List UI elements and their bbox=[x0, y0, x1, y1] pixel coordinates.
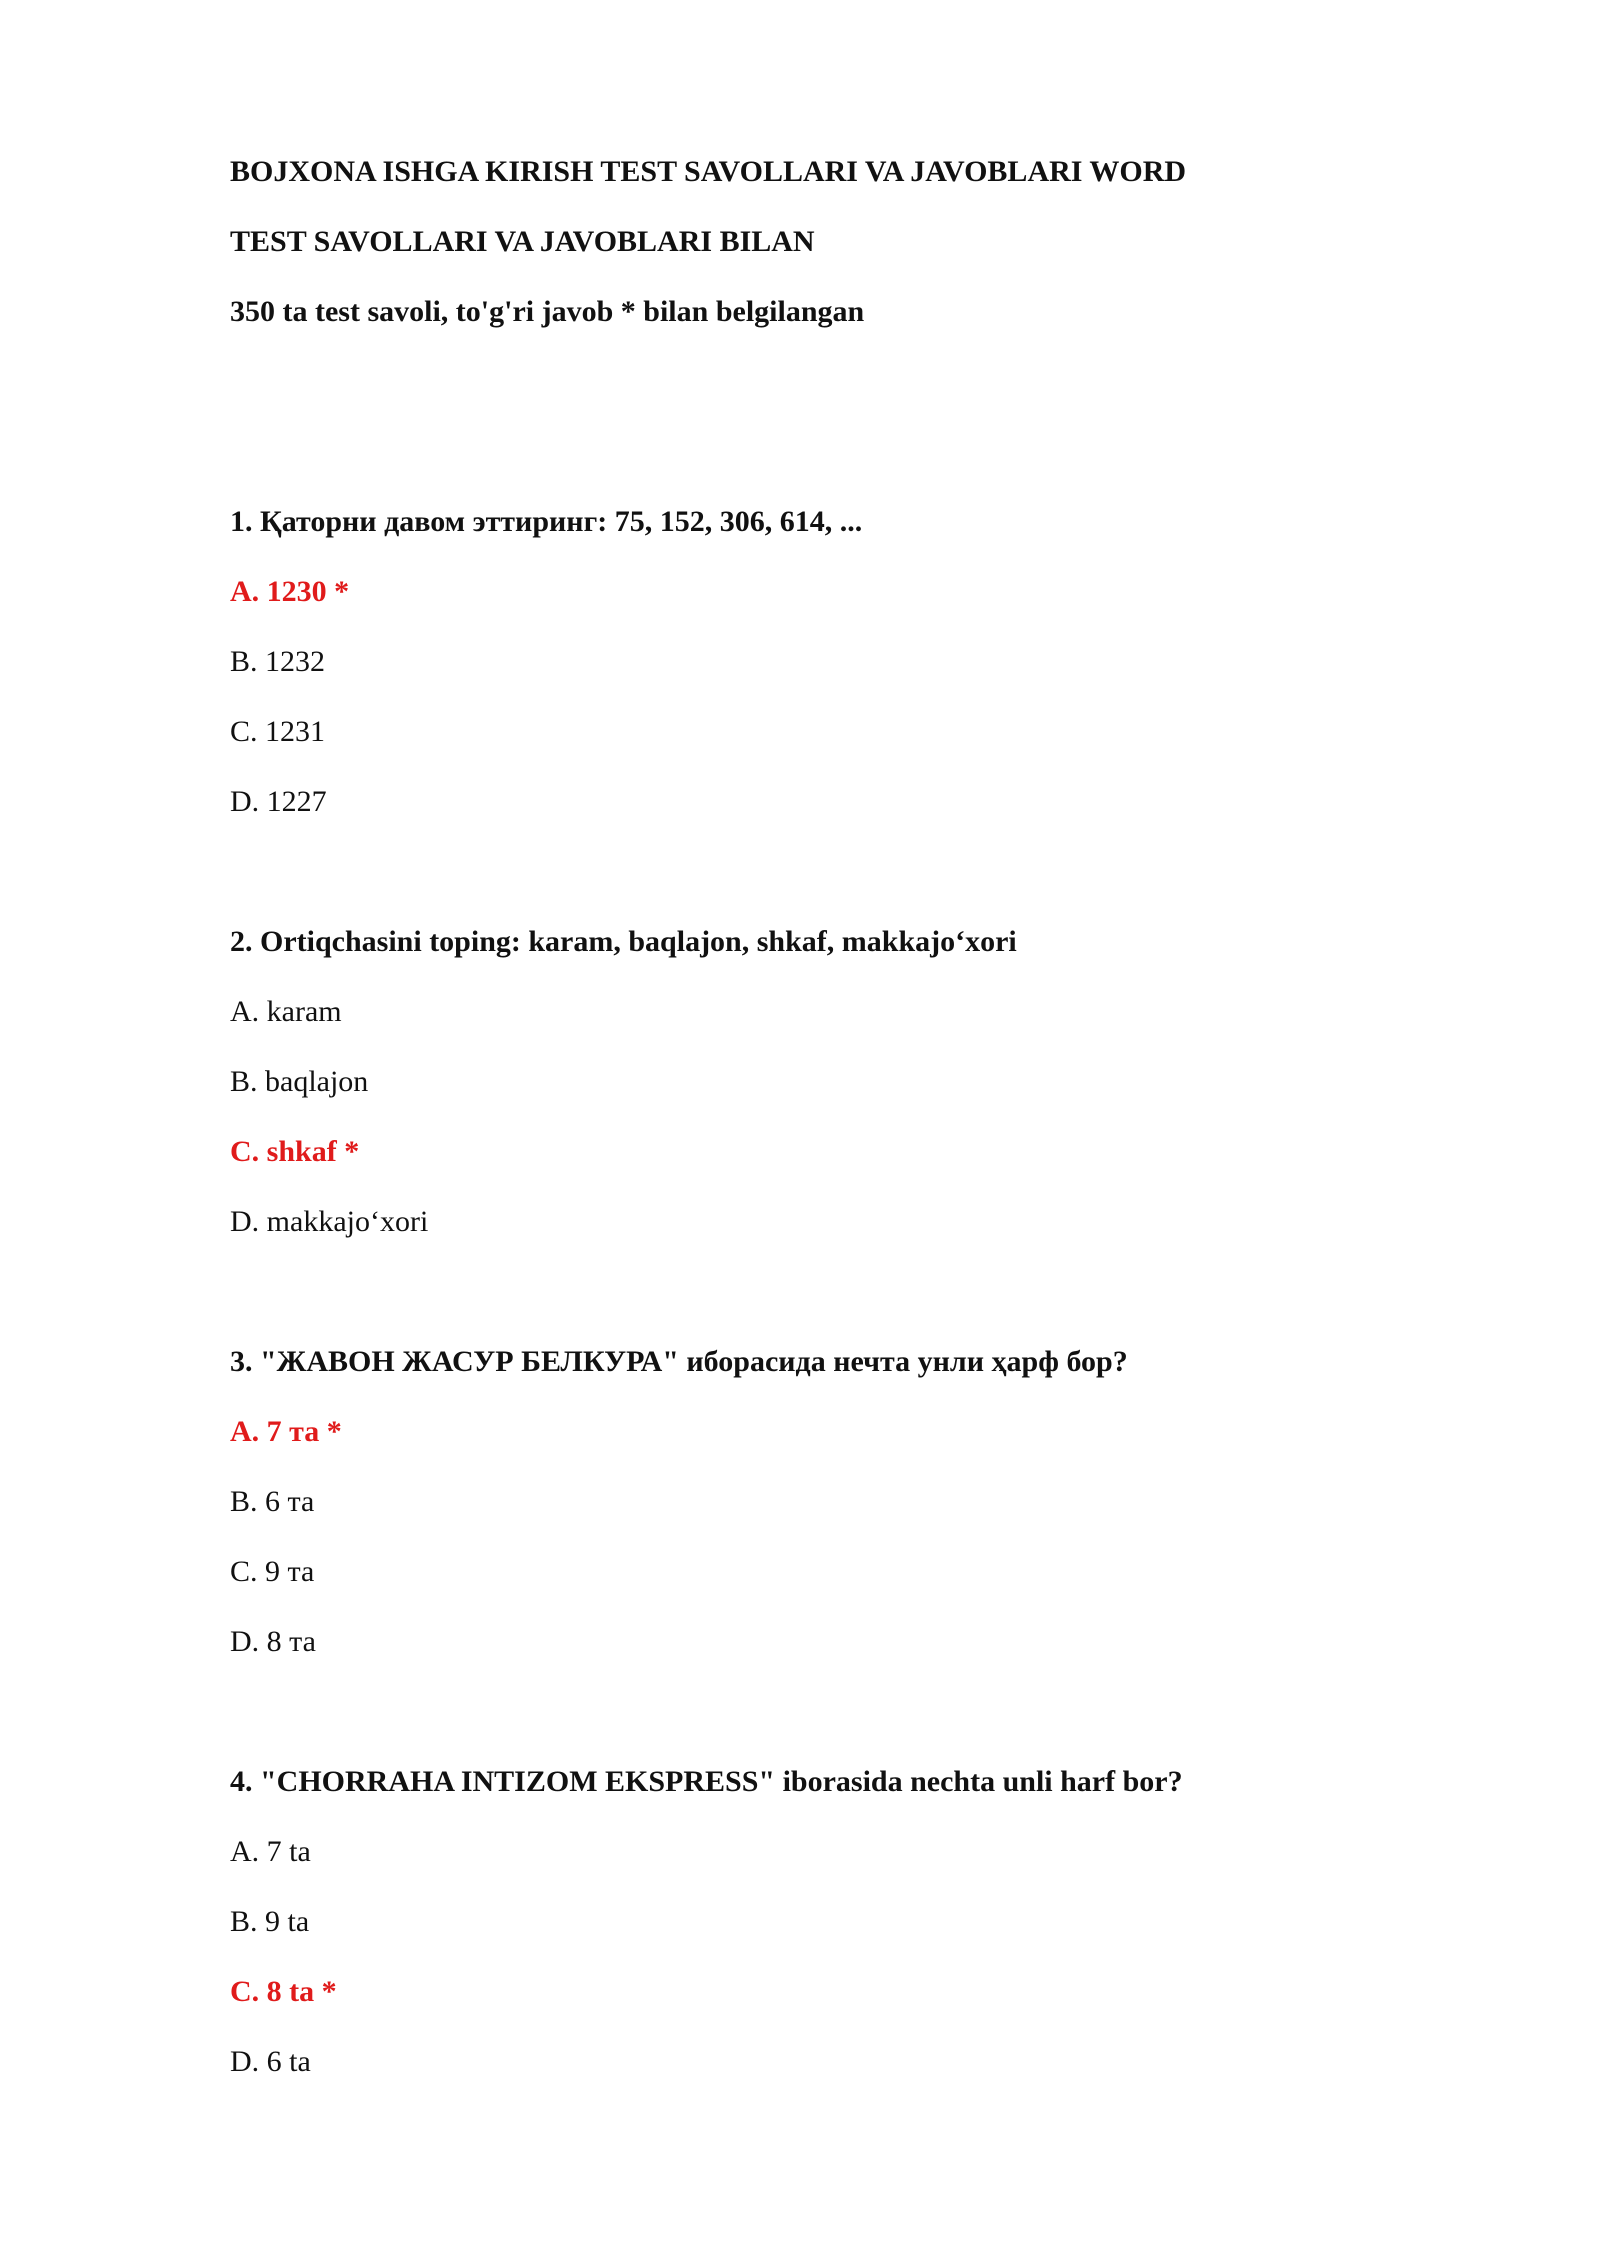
question-3-option-c: C. 9 та bbox=[230, 1555, 315, 1588]
question-1-text: 1. Қаторни давом эттиринг: 75, 152, 306, 614, ... bbox=[230, 505, 863, 538]
question-1-option-a: A. 1230 * bbox=[230, 575, 350, 608]
question-3-option-a: A. 7 та * bbox=[230, 1415, 342, 1448]
question-3-option-b: B. 6 та bbox=[230, 1485, 315, 1518]
question-3-text: 3. "ЖАВОН ЖАСУР БЕЛКУРА" иборасида нечта унли ҳарф бор? bbox=[230, 1345, 1128, 1378]
question-4-option-c: C. 8 ta * bbox=[230, 1975, 337, 2008]
question-4-text: 4. "CHORRAHA INTIZOM EKSPRESS" iborasida nechta unli harf bor? bbox=[230, 1765, 1183, 1798]
question-2-option-d: D. makkajo‘xori bbox=[230, 1205, 429, 1238]
question-3-option-d: D. 8 та bbox=[230, 1625, 316, 1658]
question-2-option-c: C. shkaf * bbox=[230, 1135, 360, 1168]
question-2-option-a: A. karam bbox=[230, 995, 342, 1028]
question-1-option-b: B. 1232 bbox=[230, 645, 326, 678]
question-2-text: 2. Ortiqchasini toping: karam, baqlajon, shkaf, makkajo‘xori bbox=[230, 925, 1017, 958]
document-title-line-1: BOJXONA ISHGA KIRISH TEST SAVOLLARI VA JAVOBLARI WORD bbox=[230, 155, 1187, 188]
question-2-option-b: B. baqlajon bbox=[230, 1065, 369, 1098]
question-4-option-b: B. 9 ta bbox=[230, 1905, 310, 1938]
document-subtitle: 350 ta test savoli, to'g'ri javob * bilan belgilangan bbox=[230, 295, 865, 328]
document-title-line-2: TEST SAVOLLARI VA JAVOBLARI BILAN bbox=[230, 225, 815, 258]
question-1-option-c: C. 1231 bbox=[230, 715, 326, 748]
question-4-option-a: A. 7 ta bbox=[230, 1835, 311, 1868]
question-4-option-d: D. 6 ta bbox=[230, 2045, 311, 2078]
question-1-option-d: D. 1227 bbox=[230, 785, 327, 818]
